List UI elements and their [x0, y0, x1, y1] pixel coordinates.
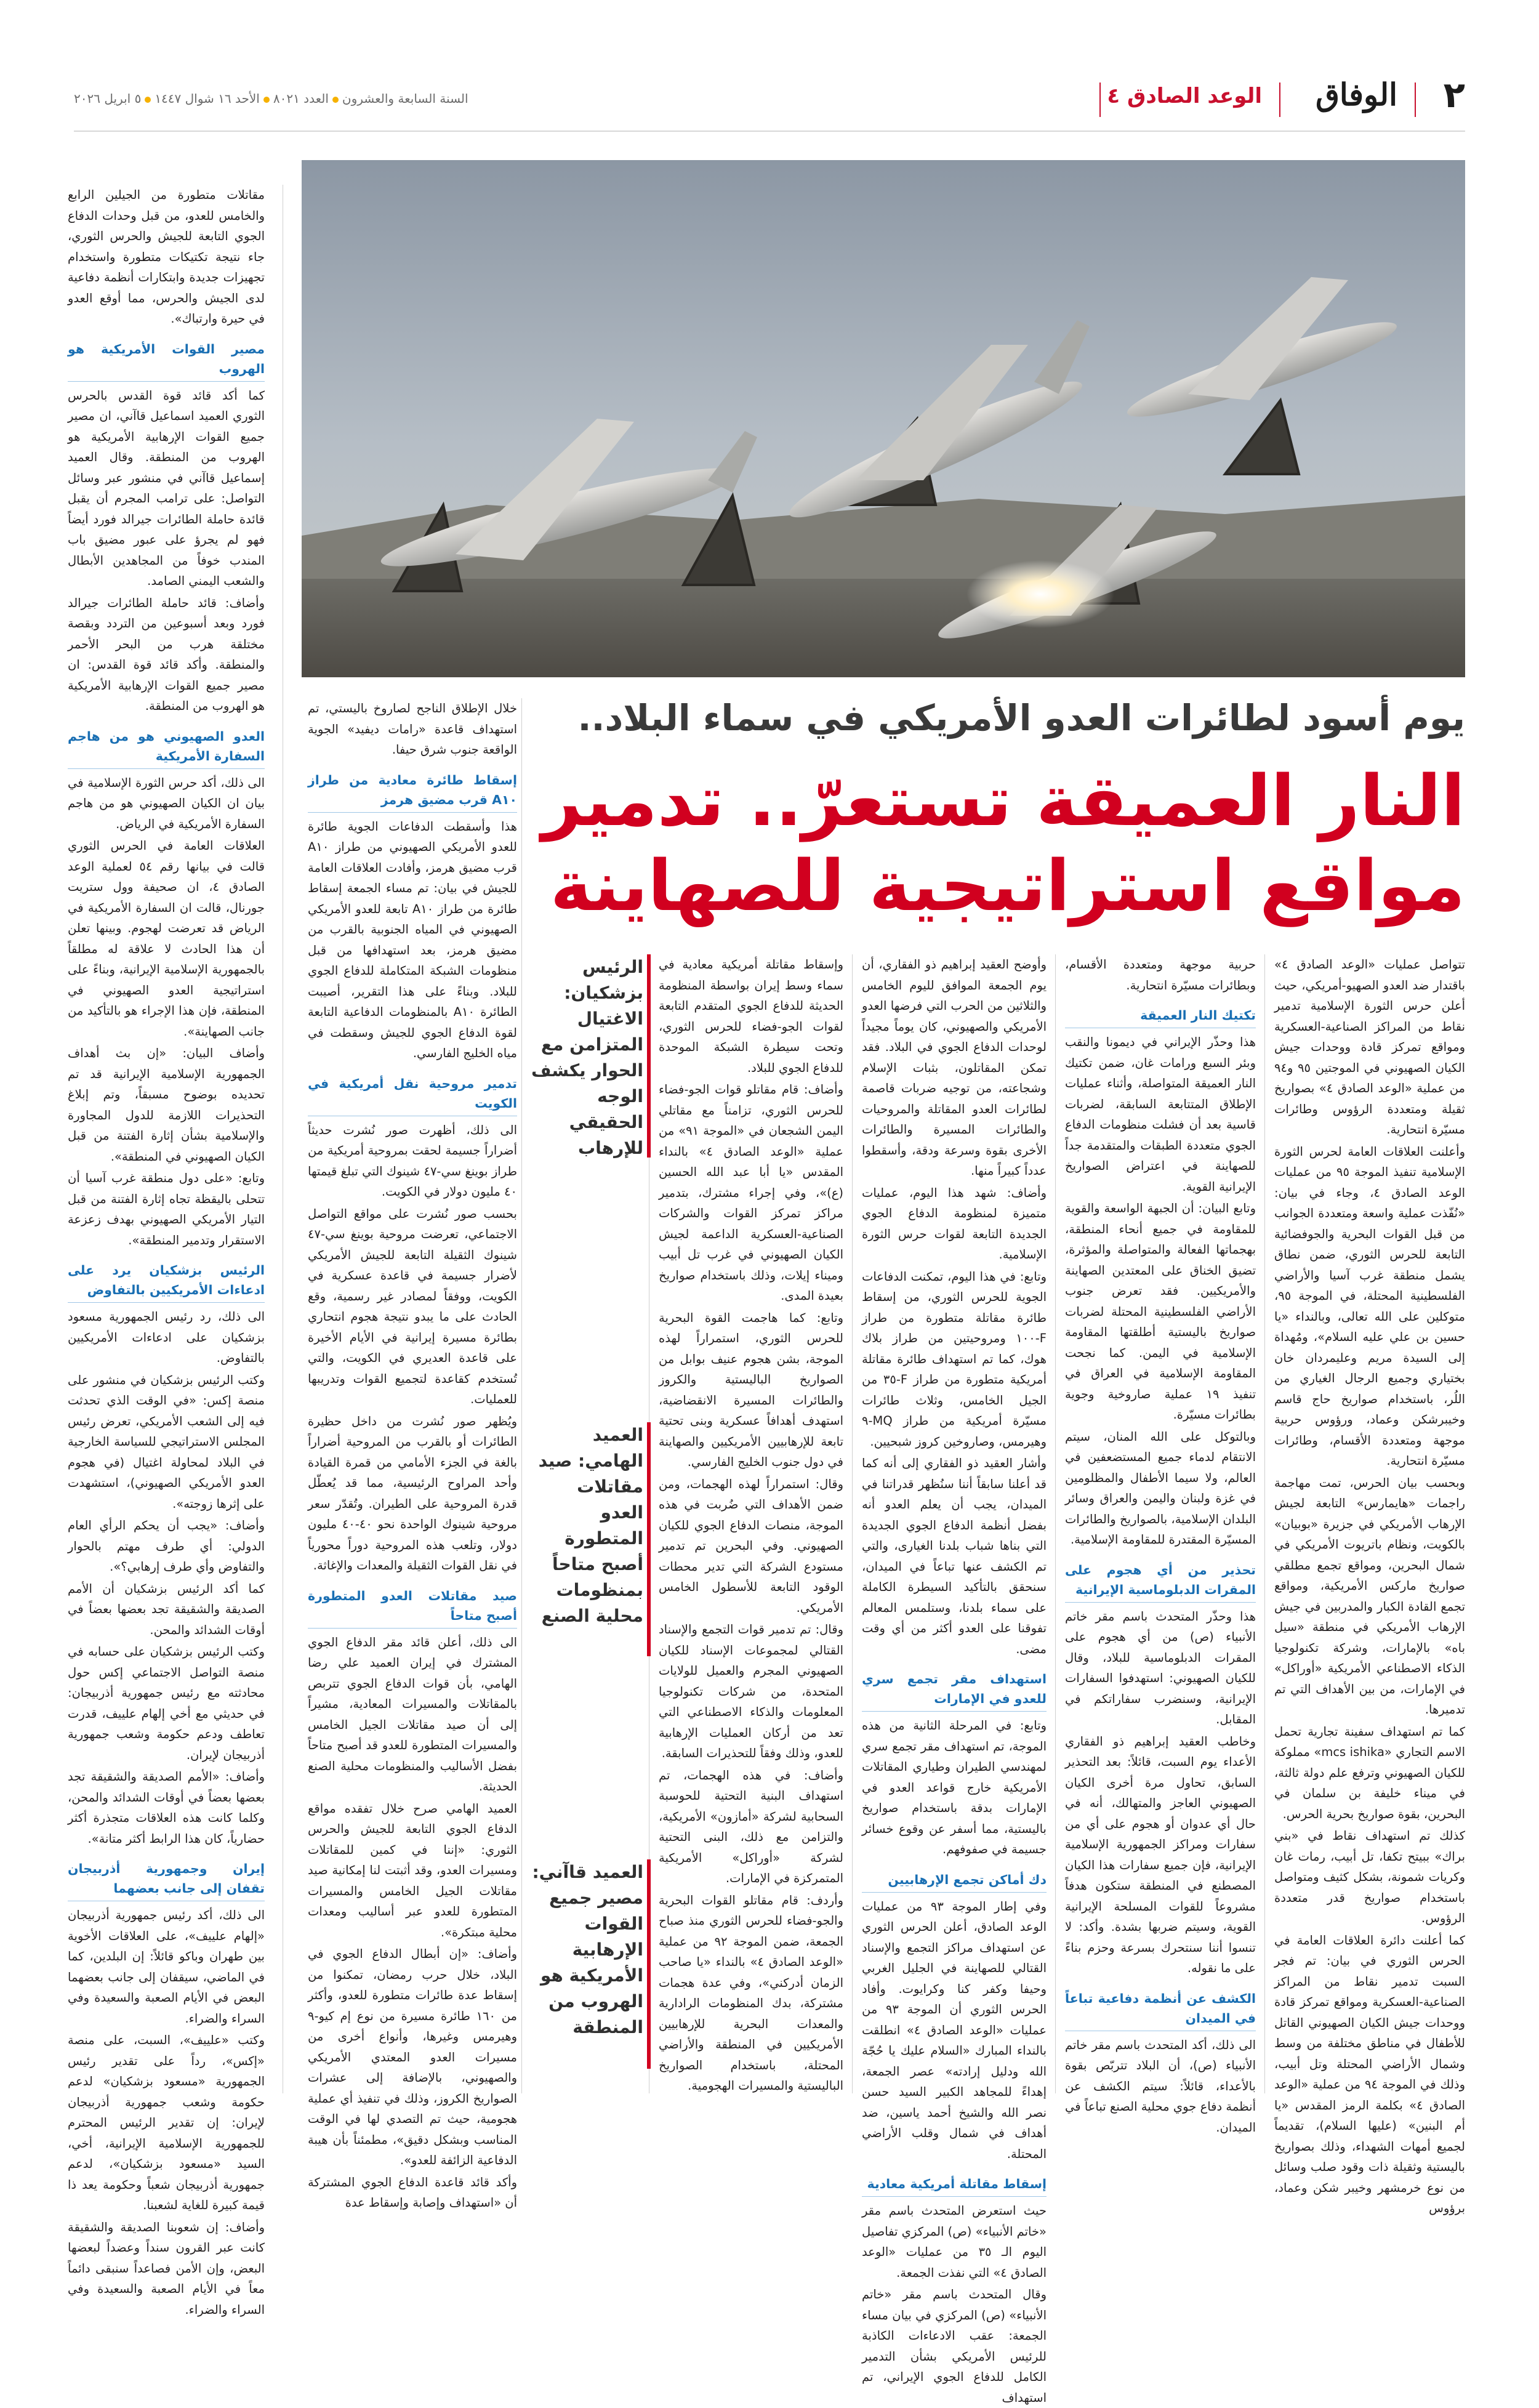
paragraph: كما أعلنت دائرة العلاقات العامة في الحرس الثوري في بيان: تم فجر السبت تدمير نقاط من المراكز الصناعية-العسكرية ومواقع تمركز قادة ووحدات جيش الكيان الصهيوني القاتل للأطفال في مناطق مختلفة من وسط وشمال الأراضي المحتلة وتل أبيب، وذلك في الموجة ٩٤ من عملية «الوعد الصادق ٤» بكلمة الرمز المقدس «يا أم البنين» (عليها السلام)، تقديماً لجميع أمهات الشهداء، وذلك بصواريخ باليستية وثقيلة ذات وقود صلب وسائل من نوع خرمشهر وخيبر شكن وعماد، برؤوس	[1274, 1933, 1465, 2215]
paragraph: هذا وحذّر المتحدث باسم مقر خاتم الأنبياء (ص) من أي هجوم على المقرات الدبلوماسية للبلاد، وقال للكيان الصهيوني: استهدفوا السفارات الإيرانية، وسنضرب سفاراتكم في المقابل.	[1065, 1609, 1256, 1726]
quote-bar	[647, 1422, 651, 1656]
article-headline	[517, 759, 1465, 928]
paragraph: وتابع البيان: أن الجبهة الواسعة والقوية للمقاومة في جميع أنحاء المنطقة، بهجماتها الفعالة والمتواصلة والمؤثرة، تضيق الخناق على المعتدين الصهاينة والأمريكيين. فقد تعرض جنوب الأراضي الفلسطينية المحتلة لضربات صواريخ باليستية أطلقتها المقاومة الإسلامية في اليمن. كما نجحت المقاومة الإسلامية في العراق في تنفيذ ١٩ عملية صاروخية وجوية بطائرات مسيّرة.	[1065, 1201, 1256, 1422]
paragraph: وأردف: قام مقاتلو القوات البحرية والجو-فضاء للحرس الثوري منذ صباح الجمعة، ضمن الموجة ٩٢ من عملية «الوعد الصادق ٤» بالنداء «يا صاحب الزمان أدركني»، وفي عدة هجمات مشتركة، بدك المنظومات الرادارية والمعدات البحرية للإرهابيين الأمريكيين في المنطقة والأراضي المحتلة، باستخدام الصواريخ الباليستية والمسيرات الهجومية.	[659, 1893, 843, 2093]
issue-info	[74, 91, 468, 106]
pull-quote: العميد الهامي: صيد مقاتلات العدو المتطورة أصبح متاحاً بمنظومات محلية الصنع	[538, 1425, 643, 1626]
paragraph: وأضاف: قام مقاتلو قوات الجو-فضاء للحرس الثوري، تزامناً مع مقاتلي اليمن الشجعان في «الموجة ٩١» من عملية «الوعد الصادق ٤» بالنداء المقدس «يا أبا عبد الله الحسين (ع)»، وفي إجراء مشترك، بتدمير مراكز تمركز القوات والشركات الصناعية-العسكرية الداعمة لجيش الكيان الصهيوني في غرب تل أبيب وميناء إيلات، وذلك باستخدام صواريخ بعيدة المدى.	[659, 1082, 843, 1303]
paragraph: وخاطب العقيد إبراهيم ذو الفقاري الأعداء يوم السبت، قائلاً: بعد التحذير السابق، تحاول مرة أخرى الكيان الصهيوني العاجز والمتهالك، أنه في حال أي عدوان أو هجوم على أي من سفارات ومراكز الجمهورية الإسلامية الإيرانية، فإن جميع سفارات هذا الكيان المصطنع في المنطقة ستكون هدفاً مشروعاً للقوات المسلحة الإيرانية القوية، وسيتم ضربها بشدة. وأكد: لا تنسوا أننا سنتحرك بسرعة وحزم بناءً على ما نقوله.	[1065, 1734, 1256, 1975]
pull-quote: الرئيس بزشكيان: الاغتيال المتزامن مع الحوار يكشف الوجه الحقيقي للإرهاب	[531, 957, 643, 1158]
paragraph: وأضاف: «الأمم الصديقة والشقيقة تجد بعضها بعضاً في أوقات الشدائد والمحن، وكلما كانت هذه العلاقات متجذرة أكثر حضارياً، كان هذا الرابط أكثر متانة».	[68, 1770, 265, 1846]
page-header	[74, 73, 1465, 134]
subheading: تدمير مروحية نقل أمريكية في الكويت	[308, 1074, 517, 1116]
paragraph: هذا وحذّر الإيراني في ديمونا والنقب وبئر السبع ورامات غان، ضمن تكتيك النار العميقة المتواصلة، وأثناء عمليات الإطلاق المتتابعة السابقة، لضربات قاسية بعد أن فشلت منظومات الدفاع الجوي متعددة الطبقات والمتقدمة جداً للصهاينة في اعتراض الصواريخ الإيرانية القوية.	[1065, 1035, 1256, 1194]
paragraph: بحسب صور نُشرت على مواقع التواصل الاجتماعي، تعرضت مروحية بوينغ سي-٤٧ شينوك الثقيلة التابعة للجيش الأمريكي لأضرار جسيمة في قاعدة عسكرية في الكويت، ووفقاً لمصادر غير رسمية، وقع الحادث على ما يبدو نتيجة هجوم انتحاري بطائرة مسيرة إيرانية في الأيام الأخيرة على قاعدة العديري في الكويت، والتي تُستخدم كقاعدة لتجميع القوات وتدريبها للعمليات.	[308, 1206, 517, 1406]
subheading: دك أماكن تجمع الإرهابيين	[862, 1870, 1047, 1893]
paragraph: العميد الهامي صرح خلال تفقده مواقع الدفاع الجوي التابعة للجيش والحرس الثوري: «إننا في كمين للمقاتلات ومسيرات العدو، وقد أثبتت لنا إمكانية صيد مقاتلات الجيل الخامس والمسيرات المتطورة للعدو عبر أساليب ومعدات محلية مبتكرة».	[308, 1801, 517, 1939]
article-photo	[302, 160, 1465, 677]
paragraph: وكتب الرئيس بزشكيان على حسابه في منصة التواصل الاجتماعي إكس حول محادثته مع رئيس جمهورية أذربيجان: في حديثي مع أخي إلهام علييف، قدرت تعاطف ودعم حكومة وشعب جمهورية أذربيجان لإيران.	[68, 1645, 265, 1762]
article-column-5	[308, 698, 517, 2210]
subheading: الرئيس بزشكيان يرد على ادعاءات الأمريكيين بالتفاوض	[68, 1260, 265, 1303]
paragraph: وأضاف: «يجب أن يحكم الرأي العام الدولي: أي طرف مهتم بالحوار والتفاوض وأي طرف إرهابي؟».	[68, 1518, 265, 1574]
subheading: صيد مقاتلات العدو المتطورة أصبح متاحاً	[308, 1586, 517, 1629]
header-divider	[1415, 83, 1416, 117]
headline-line-2: مواقع استراتيجية للصهاينة	[550, 845, 1465, 927]
article-kicker: يوم أسود لطائرات العدو الأمريكي في سماء البلاد..	[577, 697, 1465, 739]
paragraph: وأضاف البيان: «إن بث أهداف الجمهورية الإسلامية الإيرانية قد تم تحديده بوضوح مسبقاً، وتم إبلاغ التحذيرات اللازمة للدول المجاورة والإسلامية بشأن إثارة الفتنة من قبل الكيان الصهيوني في المنطقة».	[68, 1046, 265, 1164]
subheading: إسقاط مقاتلة أمريكية معادية	[862, 2174, 1047, 2197]
article-column-3	[862, 954, 1047, 2405]
dot-icon	[332, 97, 339, 103]
paragraph: وأضاف: في هذه الهجمات، تم استهداف البنية التحتية للحوسبة السحابية لشركة «أمازون» الأمريكية، والتزامن مع ذلك، البنى التحتية لشركة «أوراكل» الأمريكية المتمركزة في الإمارات.	[659, 1768, 843, 1885]
header-divider	[1279, 83, 1280, 117]
paragraph: وأوضح العقيد إبراهيم ذو الفقاري، أن يوم الجمعة الموافق لليوم الخامس والثلاثين من الحرب التي فرضها العدو الأمريكي والصهيوني، كان يوماً مجيداً لوحدات الدفاع الجوي في البلاد. فقد تمكن المقاتلون، بثبات الإسلام وشجاعته، من توجيه ضربات قاصمة لطائرات العدو المقاتلة والمروحيات والطائرات المسيرة والطائرات الأخرى بقوة وسرعة ودقة، وأسقطوا عدداً كبيراً منها.	[862, 957, 1047, 1178]
subheading: مصير القوات الأمريكية هو الهروب	[68, 339, 265, 382]
paragraph: الى ذلك، أظهرت صور نُشرت حديثاً أضراراً جسيمة لحقت بمروحية أمريكية من طراز بوينغ سي-٤٧ شينوك التي تبلغ قيمتها ٤٠ مليون دولار في الكويت.	[308, 1122, 517, 1199]
newspaper-logo: الوفاق	[1316, 76, 1397, 113]
paragraph: الى ذلك، أعلن قائد مقر الدفاع الجوي المشترك في إيران العميد علي رضا الهامي، بأن قوات الدفاع الجوي تتربص بالمقاتلات والمسيرات المعادية، مشيراً إلى أن صيد مقاتلات الجيل الخامس والمسيرات المتطورة للعدو قد أصبح متاحاً بفضل الأساليب والمنظومات محلية الصنع الحديثة.	[308, 1635, 517, 1794]
paragraph: كما أكد الرئيس بزشكيان أن الأمم الصديقة والشقيقة تجد بعضها بعضاً في أوقات الشدائد والمحن.	[68, 1581, 265, 1637]
quote-bar	[647, 1859, 651, 2069]
article-column-2	[1065, 954, 1256, 2135]
issue-date: ٥ ابريل ٢٠٢٦	[74, 91, 142, 106]
paragraph: وتابع: «على دول منطقة غرب آسيا أن تتحلى باليقظة تجاه إثارة الفتنة من قبل التيار الأمريكي الصهيوني بهدف زعزعة الاستقرار وتدمير المنطقة».	[68, 1171, 265, 1247]
column-rule	[1264, 954, 1265, 2093]
paragraph: حربية موجهة ومتعددة الأقسام، وبطائرات مسيّرة انتحارية.	[1065, 957, 1256, 993]
dot-icon	[145, 97, 151, 103]
paragraph: وإسقاط مقاتلة أمريكية معادية في سماء وسط إيران بواسطة المنظومة الحديثة للدفاع الجوي المتقدم التابعة لقوات الجو-فضاء للحرس الثوري، وتحت سيطرة الشبكة الموحدة للدفاع الجوي للبلاد.	[659, 957, 843, 1075]
issue-hijri-date: الأحد ١٦ شوال ١٤٤٧	[155, 91, 260, 106]
paragraph: هذا وأسقطت الدفاعات الجوية طائرة للعدو الأمريكي الصهيوني من طراز A١٠ قرب مضيق هرمز، وأفادت العلاقات العامة للجيش في بيان: تم مساء الجمعة إسقاط طائرة من طراز A١٠ تابعة للعدو الأمريكي الصهيوني في المياه الجنوبية بالقرب من مضيق هرمز، بعد استهدافها من قبل منظومات الشبكة المتكاملة للدفاع الجوي للبلاد. وبناءً على هذا التقرير، أصيبت الطائرة A١٠ بالمنظومات الدفاعية التابعة لقوة الدفاع الجوي للجيش وسقطت في مياه الخليج الفارسي.	[308, 819, 517, 1060]
paragraph: وتابع: في هذا اليوم، تمكنت الدفاعات الجوية للحرس الثوري، من إسقاط طائرة مقاتلة متطورة من طراز F-١٠٠ ومروحيتين من طراز بلاك هوك، كما تم استهداف طائرة مقاتلة أمريكية متطورة من طراز F-٣٥ من الجيل الخامس، وثلاث طائرات مسيّرة أمريكية من طراز MQ-٩ وهيرمس، وصاروخين كروز شبحيين.	[862, 1269, 1047, 1449]
paragraph: وأضاف: قائد حاملة الطائرات جيرالد فورد وبعد أسبوعين من التردد وبقصة مختلقة هرب من البحر الأحمر والمنطقة. وأكد قائد قوة القدس: ان مصير جميع القوات الإرهابية الأمريكية هو الهروب من المنطقة.	[68, 595, 265, 713]
header-divider	[1099, 83, 1101, 117]
paragraph: كما أكد قائد قوة القدس بالحرس الثوري العميد اسماعيل قاآني، ان مصير جميع القوات الإرهابية الأمريكية هو الهروب من المنطقة. وقال العميد إسماعيل قاآني في منشور عبر وسائل التواصل: على ترامب المجرم أن يقبل قائدة حاملة الطائرات جيرالد فورد أيضاً فهو لم يجرؤ على عبور مضيق باب المندب خوفاً من المجاهدين الأبطال والشعب اليمني الصامد.	[68, 388, 265, 588]
paragraph: وأضاف: إن شعوبنا الصديقة والشقيقة كانت عبر القرون سنداً وعضداً لبعضها البعض، وإن الأمن فصاعداً سنبقى دائماً معاً في الأيام الصعبة والسعيدة وفي السراء والضراء.	[68, 2220, 265, 2317]
issue-number: العدد ٨٠٢١	[273, 91, 329, 106]
subheading: تحذير من أي هجوم على المقرات الدبلوماسية الإيرانية	[1065, 1560, 1256, 1603]
paragraph: العلاقات العامة في الحرس الثوري قالت في بيانها رقم ٥٤ لعملية الوعد الصادق ٤، ان صحيفة وول ستريت جورنال، قالت ان السفارة الأمريكية في الرياض قد تعرضت لهجوم. وبينها تعلن أن هذا الحادث لا علاقة له مطلقاً بالجمهورية الإسلامية الإيرانية، وبناءً على استراتيجية العدو الصهيوني في المنطقة، فإن هذا الإجراء هو بالتأكيد من جانب الصهاينة».	[68, 839, 265, 1039]
subheading: إسقاط طائرة معادية من طراز A١٠ قرب مضيق هرمز	[308, 770, 517, 813]
paragraph: حيث استعرض المتحدث باسم مقر «خاتم الأنبياء» (ص) المركزي تفاصيل اليوم الـ ٣٥ من عمليات «الوعد الصادق ٤» التي نفذت الجمعة.	[862, 2204, 1047, 2280]
paragraph: الى ذلك، أكد رئيس جمهورية أذربيجان «إلهام علييف»، على العلاقات الأخوية بين طهران وباكو قائلاً: إن البلدين، كما في الماضي، سيقفان إلى جانب بعضهما البعض في الأيام الصعبة والسعيدة وفي السراء والضراء.	[68, 1908, 265, 2026]
dot-icon	[263, 97, 270, 103]
paragraph: الى ذلك، أكد المتحدث باسم مقر خاتم الأنبياء (ص)، أن البلاد تتربّص بقوة بالأعداء، قائلاً: سيتم الكشف عن أنظمة دفاع جوي محلية الصنع تباعاً في الميدان.	[1065, 2037, 1256, 2135]
issue-year: السنة السابعة والعشرون	[342, 91, 468, 106]
paragraph: وأكد قائد قاعدة الدفاع الجوي المشتركة أن «استهداف وإصابة وإسقاط عدة	[308, 2175, 517, 2210]
section-title: الوعد الصادق ٤	[1107, 84, 1262, 108]
paragraph: وأعلنت العلاقات العامة لحرس الثورة الإسلامية تنفيذ الموجة ٩٥ من عمليات الوعد الصادق ٤، وجاء في بيان: «نُفّذت عملية واسعة ومتعددة الجوانب من قبل القوات البحرية والجوفضائية التابعة للحرس الثوري، ضمن نطاق يشمل منطقة غرب آسيا والأراضي الفلسطينية المحتلة، في الموجة ٩٥، متوكلين على الله تعالى، وبالنداء «يا حسين بن علي عليه السلام»، ومُهداة إلى السيدة مريم وعليمردان خان بختياري وجميع الرجال الغياري من اللُر، باستخدام صواريخ حاج قاسم وخيبرشكن وعماد، ورؤوس حربية موجهة ومتعددة الأقسام، وطائرات مسيّرة انتحارية.	[1274, 1144, 1465, 1468]
subheading: إيران وجمهورية أذربيجان تقفان إلى جانب بعضهما	[68, 1859, 265, 1901]
paragraph: وكتب «علييف»، السبت، على منصة «إكس»، رداً على تقدير رئيس الجمهورية «مسعود بزشكيان» لدعم حكومة وشعب جمهورية أذربيجان لإيران: إن تقدير الرئيس المحترم للجمهورية الإسلامية الإيرانية، أخي، السيد «مسعود بزشكيان»، لدعم جمهورية أذربيجان شعباً وحكومة يعد ذا قيمة كبيرة للغاية لشعبنا.	[68, 2033, 265, 2212]
column-rule	[852, 954, 853, 2093]
column-rule	[1055, 954, 1056, 2093]
paragraph: الى ذلك، رد رئيس الجمهورية مسعود بزشكيان على ادعاءات الأمريكيين بالتفاوض.	[68, 1310, 265, 1365]
paragraph: وأشار العقيد ذو الفقاري إلى أنه كما قد أعلنا سابقاً أننا سنُظهر قدراتنا في الميدان، يجب أن يعلم العدو أنه بفضل أنظمة الدفاع الجوي الجديدة التي بناها شباب بلدنا الغيارى، والتي تم الكشف عنها تباعاً في الميدان، سنحقق بالتأكيد السيطرة الكاملة على سماء بلدنا، وستلمس المعالم تفوقنا على العدو أكثر من أي وقت مضى.	[862, 1456, 1047, 1656]
paragraph: وقال: تم تدمير قوات التجمع والإسناد القتالي لمجموعات الإسناد للكيان الصهيوني المجرم والعميل للولايات المتحدة، من شركات تكنولوجيا المعلومات والذكاء الاصطناعي التي تعد من أركان العمليات الإرهابية للعدو، وذلك وفقاً للتحذيرات السابقة.	[659, 1622, 843, 1760]
header-rule	[74, 131, 1465, 132]
paragraph: وتابع: كما هاجمت القوة البحرية للحرس الثوري، استمراراً لهذه الموجة، بشن هجوم عنيف بوابل من الصواريخ الباليستية والكروز والطائرات المسيرة الانقضاضية، استهدف أهدافاً عسكرية وبنى تحتية تابعة للإرهابيين الأمريكيين والصهاينة في دول جنوب الخليج الفارسي.	[659, 1310, 843, 1469]
paragraph: وقال: استمراراً لهذه الهجمات، ومن ضمن الأهداف التي ضُربت في هذه الموجة، منصات الدفاع الجوي للكيان الصهيوني. وفي البحرين تم تدمير مستودع الشركة التي تدير محطات الوقود التابعة للأسطول الخامس الأمريكي.	[659, 1476, 843, 1615]
quote-bar	[647, 954, 651, 1158]
subheading: استهداف مقر تجمع سري للعدو في الإمارات	[862, 1669, 1047, 1712]
subheading: الكشف عن أنظمة دفاعية تباعاً في الميدان	[1065, 1989, 1256, 2031]
subheading: تكتيك النار العميقة	[1065, 1005, 1256, 1028]
pull-quote: العميد قاآني: مصير جميع القوات الإرهابية الأمريكية هو الهروب من المنطقة	[532, 1862, 643, 2037]
paragraph: وفي إطار الموجة ٩٣ من عمليات الوعد الصادق، أعلن الحرس الثوري عن استهداف مراكز التجمع والإسناد القتالي للصهاينة في الجليل الغربي وحيفا وكفر كنا وكرايوت. وأفاد الحرس الثوري أن الموجة ٩٣ من عمليات «الوعد الصادق ٤» انطلقت بالنداء المبارك «السلام عليك يا حُجّة الله ودليل إرادته» عصر الجمعة، إهداءً للمجاهد الكبير السيد حسن نصر الله والشيخ أحمد ياسين، ضد أهداف في شمال وقلب الأراضي المحتلة.	[862, 1899, 1047, 2161]
paragraph: وبالتوكل على الله المنان، سيتم الانتقام لدماء جميع المستضعفين في العالم، ولا سيما الأطفال والمظلومين في غزة ولبنان واليمن والعراق وسائر البلدان الإسلامية، بالصواريخ والطائرات المسيّرة المقتدرة للمقاومة الإسلامية.	[1065, 1429, 1256, 1547]
paragraph: الى ذلك، أكد حرس الثورة الإسلامية في بيان ان الكيان الصهيوني هو من هاجم السفارة الأمريكية في الرياض.	[68, 775, 265, 831]
paragraph: خلال الإطلاق الناجح لصاروخ باليستي، تم استهداف قاعدة «رامات ديفيد» الجوية الواقعة جنوب شرق حيفا.	[308, 701, 517, 757]
paragraph: وتابع: في المرحلة الثانية من هذه الموجة، تم استهداف مقر تجمع سري لمهندسي الطيران وطياري المقاتلات الأمريكية خارج قواعد العدو في الإمارات بدقة باستخدام صواريخ باليستية، مما أسفر عن وقوع خسائر جسيمة في صفوفهم.	[862, 1718, 1047, 1856]
article-column-4	[659, 954, 843, 2093]
paragraph: وبحسب بيان الحرس، تمت مهاجمة راجمات «هايمارس» التابعة لجيش الإرهاب الأمريكي في جزيرة «بوبيان» بالكويت، ونظام باتريوت الأمريكي في شمال البحرين، ومواقع تجمع مطلقي صواريخ ماركس الأمريكية، ومواقع تجمع القادة الكبار والمدربين في جيش الإرهاب الأمريكي في منطقة «سيل باه» بالإمارات، وشركة تكنولوجيا الذكاء الاصطناعي الأمريكية «أوراكل» في الإمارات، من بين الأهداف التي تم تدميرها.	[1274, 1475, 1465, 1717]
headline-line-1: النار العميقة تستعرّ.. تدمير	[541, 760, 1465, 842]
article-column-1	[1274, 954, 1466, 2215]
paragraph: مقاتلات متطورة من الجيلين الرابع والخامس للعدو، من قبل وحدات الدفاع الجوي التابعة للجيش والحرس الثوري، جاء نتيجة تكتيكات متطورة واستخدام تجهيزات جديدة وابتكارات أنظمة دفاعية لدى الجيش والحرس، مما أوقع العدو في حيرة وارتباك».	[68, 188, 265, 326]
pull-quotes	[529, 954, 643, 2093]
drones-photo-illustration	[302, 160, 1465, 677]
paragraph: وأضاف: شهد هذا اليوم، عمليات متميزة لمنظومة الدفاع الجوي الجديدة التابعة لقوات حرس الثورة الإسلامية.	[862, 1185, 1047, 1262]
paragraph: كذلك تم استهداف نقاط في «بني براك» ببيتح تكفا، تل أبيب، رمات غان وكريات شمونة، بشكل كثيف ومتواصل باستخدام صواريخ قدر متعددة الرؤوس.	[1274, 1829, 1465, 1925]
paragraph: كما تم استهداف سفينة تجارية تحمل الاسم التجاري «mcs ishika» مملوكة للكيان الصهيوني وترفع علم دولة ثالثة، في ميناء خليفة بن سلمان في البحرين، بقوة صواريخ بحرية الحرس.	[1274, 1724, 1465, 1821]
paragraph: وكتب الرئيس بزشكيان في منشور على منصة إكس: «في الوقت الذي تحدثت فيه إلى الشعب الأمريكي، تعرض رئيس المجلس الاستراتيجي للسياسة الخارجية في البلاد لمحاولة اغتيال (في هجوم العدو الأمريكي الصهيوني)، استشهدت على إثرها زوجته».	[68, 1372, 265, 1511]
paragraph: وأضاف: «إن أبطال الدفاع الجوي في البلاد، خلال حرب رمضان، تمكنوا من إسقاط عدة طائرات متطورة للعدو، وأكثر من ١٦٠ طائرة مسيرة من نوع إم كيو-٩ وهيرمس وغيرها، وأنواع أخرى من مسيرات العدو المعتدي الأمريكي والصهيوني، بالإضافة إلى عشرات الصواريخ الكروز، وذلك في تنفيذ أي عملية هجومية، حيث تم التصدي لها في الوقت المناسب وبشكل دقيق»، مطمئناً بأن هيبة الدفاعية الزائفة للعدو».	[308, 1947, 517, 2167]
subheading: العدو الصهيوني هو من هاجم السفارة الأمريكية	[68, 727, 265, 769]
paragraph: تتواصل عمليات «الوعد الصادق ٤» باقتدار ضد العدو الصهيو-أمريكي، حيث أعلن حرس الثورة الإسلامية تدمير نقاط من المراكز الصناعية-العسكرية ومواقع تمركز قادة ووحدات جيش الكيان الصهيوني في الموجتين ٩٥ و٩٤ من عملية «الوعد الصادق ٤» بصواريخ ثقيلة ومتعددة الرؤوس وطائرات مسيّرة انتحارية.	[1274, 957, 1466, 1137]
article-column-6	[68, 185, 265, 2317]
column-rule	[521, 698, 522, 2093]
paragraph: وقال المتحدث باسم مقر «خاتم الأنبياء» (ص) المركزي في بيان مساء الجمعة: عقب الادعاءات الكاذبة للرئيس الأمريكي بشأن التدمير الكامل للدفاع الجوي الإيراني، تم استهداف	[862, 2287, 1047, 2405]
page-number: ٢	[1443, 74, 1465, 116]
paragraph: ويُظهر صور نُشرت من داخل حظيرة الطائرات أو بالقرب من المروحية أضراراً بالغة في الجزء الأمامي من قمرة القيادة وأحد المراوح الرئيسية، مما قد يُعطّل قدرة المروحية على الطيران. وتُقدّر سعر مروحية شينوك الواحدة نحو ٤٠-٤٠ مليون دولار، وتلعب هذه المروحية دوراً محورياً في نقل القوات الثقيلة والمعدات والإغاثة.	[308, 1414, 517, 1572]
